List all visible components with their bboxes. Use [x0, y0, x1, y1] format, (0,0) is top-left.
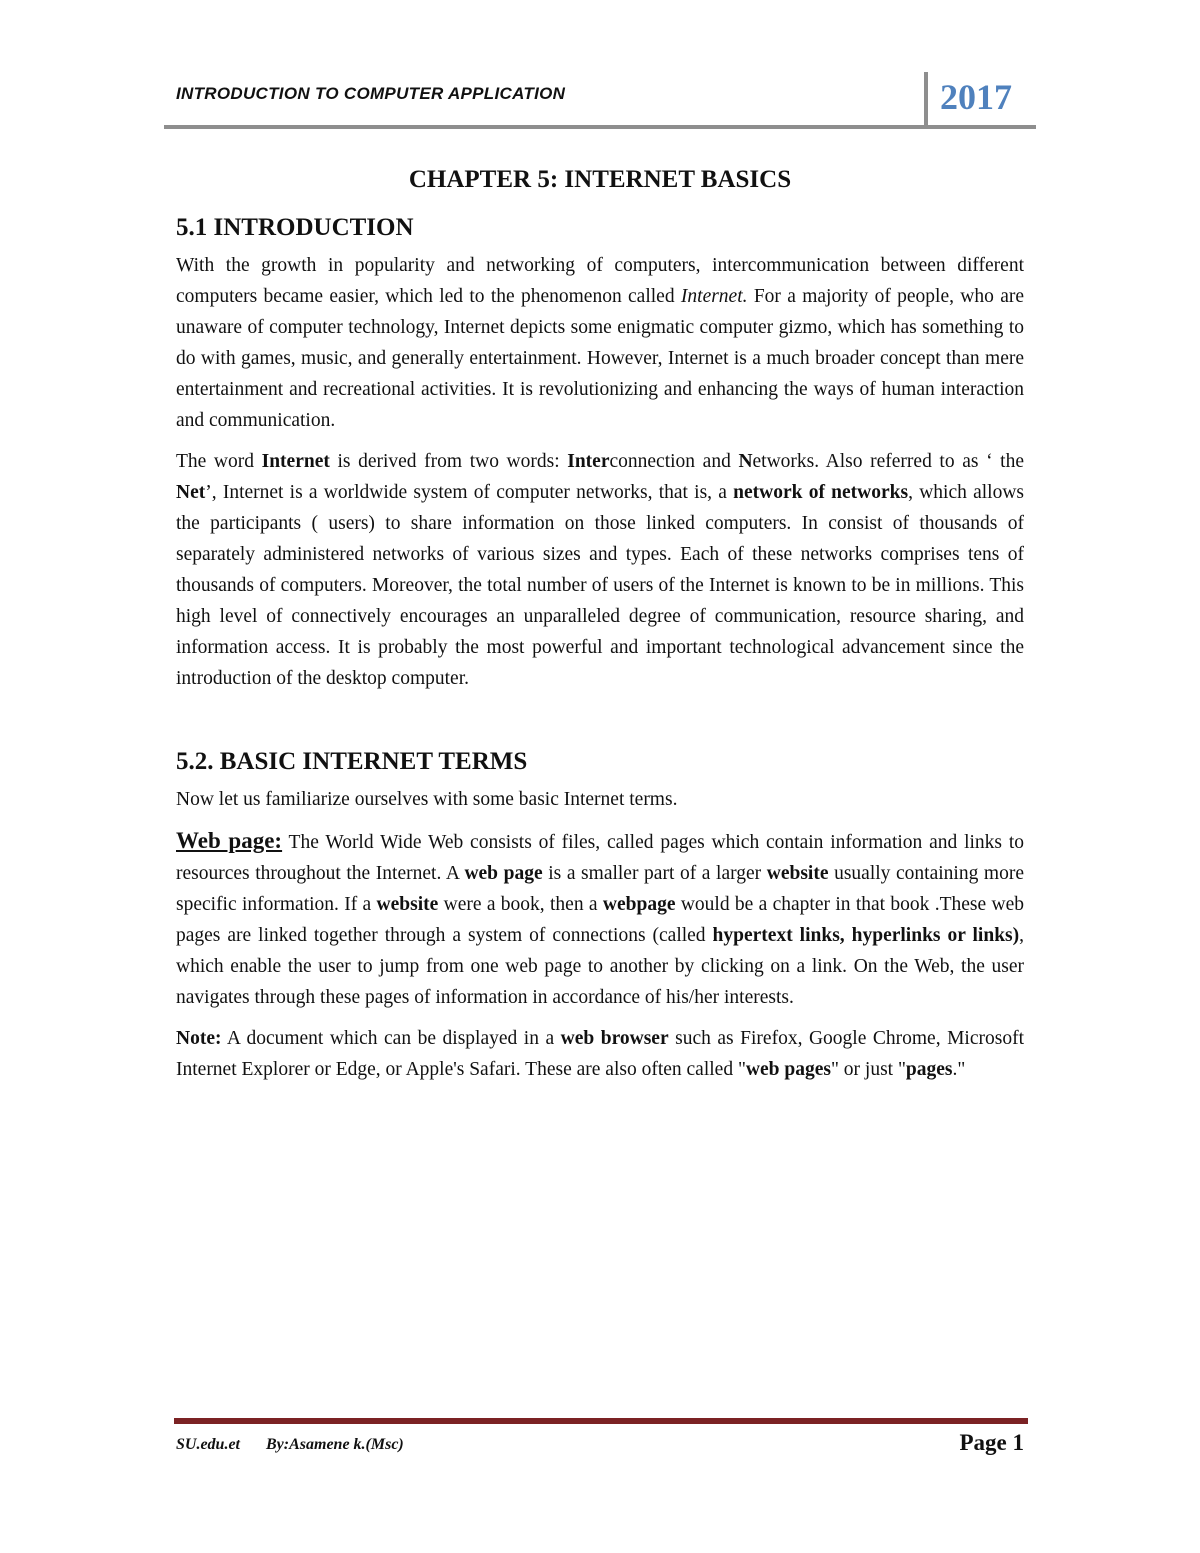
- chapter-title: CHAPTER 5: INTERNET BASICS: [408, 166, 792, 193]
- page-number: Page 1: [959, 1430, 1024, 1455]
- note-label: Note:: [176, 1028, 222, 1049]
- section-1-title: 5.1 INTRODUCTION: [176, 214, 414, 241]
- note-paragraph: Note: A document which can be displayed in a web browser such as Firefox, Google Chrome, Microsoft Internet Explorer or Edge, or Apple's Safari. These are also often called "web pages" or just "pages.": [176, 1028, 1024, 1080]
- footer-site: SU.edu.et: [176, 1436, 240, 1453]
- webpage-definition: Web page: The World Wide Web consists of files, called pages which contain information and links to resources throughout the Internet. A web page is a smaller part of a larger website usually containing more specific information. If a website were a book, then a webpage would be a chapter in that book .These web pages are linked together through a system of connections (called hypertext links, hyperlinks or links), which enable the user to jump from one web page to another by clicking on a link. On the Web, the user navigates through these pages of information in accordance of his/her interests.: [176, 828, 1024, 1008]
- webpage-term-label: Web page:: [176, 828, 283, 853]
- section-2-title: 5.2. BASIC INTERNET TERMS: [176, 748, 528, 775]
- section-spacer: [176, 704, 1024, 744]
- header-title: INTRODUCTION TO COMPUTER APPLICATION: [176, 84, 566, 103]
- header-rule: [164, 125, 1036, 129]
- terms-intro: Now let us familiarize ourselves with some basic Internet terms.: [176, 789, 678, 810]
- footer-left: [176, 1436, 430, 1454]
- footer-author: By:Asamene k.(Msc): [266, 1436, 404, 1453]
- footer-rule: [174, 1418, 1028, 1424]
- page-content: [176, 162, 1024, 1095]
- header-vertical-divider: [924, 72, 928, 129]
- intro-paragraph-2: The word Internet is derived from two words: Interconnection and Networks. Also referred to as ‘ the Net’, Internet is a worldwide system of computer networks, that is, a network of networks, which allows the participants ( users) to share information on those linked computers. In consist of thousands of separately administered networks of various sizes and types. Each of these networks comprises tens of thousands of computers. Moreover, the total number of users of the Internet is known to be in millions. This high level of connectively encourages an unparalleled degree of communication, resource sharing, and information access. It is probably the most powerful and important technological advancement since the introduction of the desktop computer.: [176, 451, 1024, 689]
- header-year: 2017: [940, 77, 1012, 117]
- intro-paragraph-1: With the growth in popularity and networking of computers, intercommunication between different computers became easier, which led to the phenomenon called Internet. For a majority of people, who are unaware of computer technology, Internet depicts some enigmatic computer gizmo, which has something to do with games, music, and generally entertainment. However, Internet is a much broader concept than mere entertainment and recreational activities. It is revolutionizing and enhancing the ways of human interaction and communication.: [176, 255, 1025, 431]
